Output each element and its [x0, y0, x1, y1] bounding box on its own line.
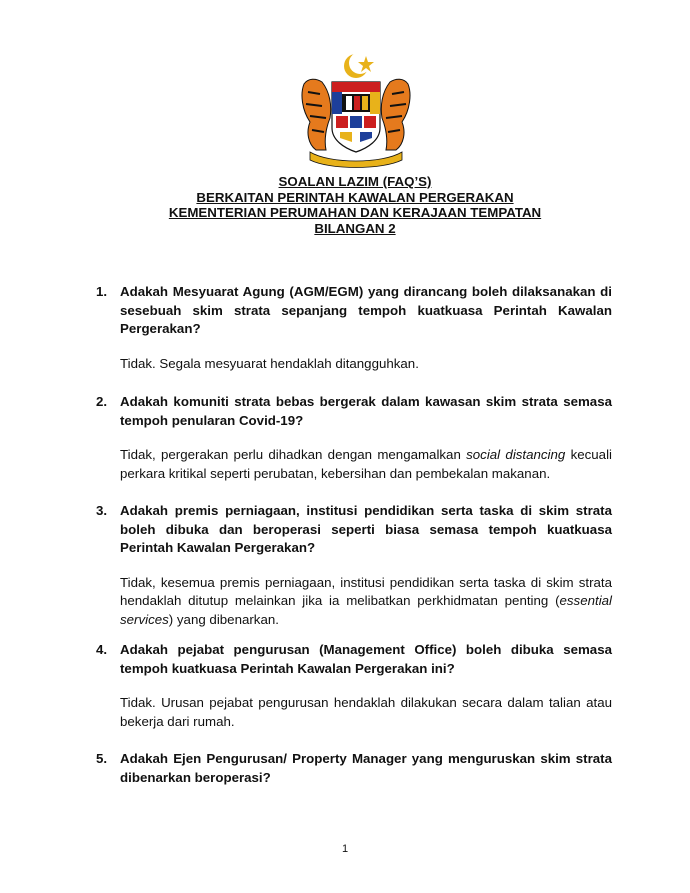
answer-italic-term: social distancing: [466, 447, 566, 463]
faq-number: 4.: [96, 642, 108, 657]
faq-question: [96, 641, 612, 678]
answer-text: ) yang dibenarkan.: [168, 611, 279, 627]
faq-number: 1.: [96, 284, 108, 299]
faq-item-4: [96, 641, 612, 731]
malaysia-coat-of-arms-icon: [296, 52, 416, 170]
answer-text: kecuali perkara kritikal seperti perubatan, kebersihan dan pembekalan makanan.: [120, 447, 612, 481]
faq-question-text: Adakah Mesyuarat Agung (AGM/EGM) yang dirancang boleh dilaksanakan di sesebuah skim strata sepanjang tempoh kuatkuasa Perintah Kawalan Pergerakan?: [120, 284, 612, 337]
faq-question-text: Adakah premis perniagaan, institusi pendidikan serta taska di skim strata boleh dibuka dan beroperasi seperti biasa semasa tempoh kuatkuasa Perintah Kawalan Pergerakan?: [120, 503, 612, 556]
heading-line-1: SOALAN LAZIM (FAQ’S): [278, 174, 432, 189]
faq-item-1: [96, 283, 612, 373]
faq-question-text: Adakah komuniti strata bebas bergerak dalam kawasan skim strata semasa tempoh penularan Covid-19?: [120, 394, 612, 428]
heading-line-4: BILANGAN 2: [314, 220, 396, 236]
faq-number: 5.: [96, 751, 108, 766]
heading-line-3: KEMENTERIAN PERUMAHAN DAN KERAJAAN TEMPATAN: [168, 205, 542, 220]
faq-question: [96, 283, 612, 339]
answer-italic-term: essential services: [120, 593, 612, 627]
faq-answer: [120, 446, 612, 483]
faq-item-5: [96, 750, 612, 787]
faq-number: 2.: [96, 394, 108, 409]
faq-question: [96, 393, 612, 430]
faq-item-3: [96, 502, 612, 630]
faq-answer: [120, 574, 612, 630]
faq-question-text: Adakah Ejen Pengurusan/ Property Manager yang menguruskan skim strata dibenarkan beroperasi?: [120, 751, 612, 785]
document-heading: [100, 174, 610, 236]
faq-answer: Tidak. Urusan pejabat pengurusan hendaklah dilakukan secara dalam talian atau bekerja dari rumah.: [120, 695, 612, 729]
heading-line-2: BERKAITAN PERINTAH KAWALAN PERGERAKAN: [196, 189, 514, 205]
faq-question: [96, 750, 612, 787]
answer-text: Tidak, pergerakan perlu dihadkan dengan mengamalkan: [120, 447, 467, 463]
faq-answer: Tidak. Segala mesyuarat hendaklah ditangguhkan.: [120, 355, 419, 371]
answer-text: Tidak, kesemua premis perniagaan, institusi pendidikan serta taska di skim strata hendaklah ditutup melainkan jika ia melibatkan perkhidmatan penting (: [120, 574, 612, 609]
faq-number: 3.: [96, 503, 108, 518]
faq-question-text: Adakah pejabat pengurusan (Management Office) boleh dibuka semasa tempoh kuatkuasa Perintah Kawalan Pergerakan ini?: [120, 642, 612, 676]
faq-item-2: [96, 393, 612, 483]
page-number: 1: [341, 843, 349, 855]
faq-question: [96, 502, 612, 558]
